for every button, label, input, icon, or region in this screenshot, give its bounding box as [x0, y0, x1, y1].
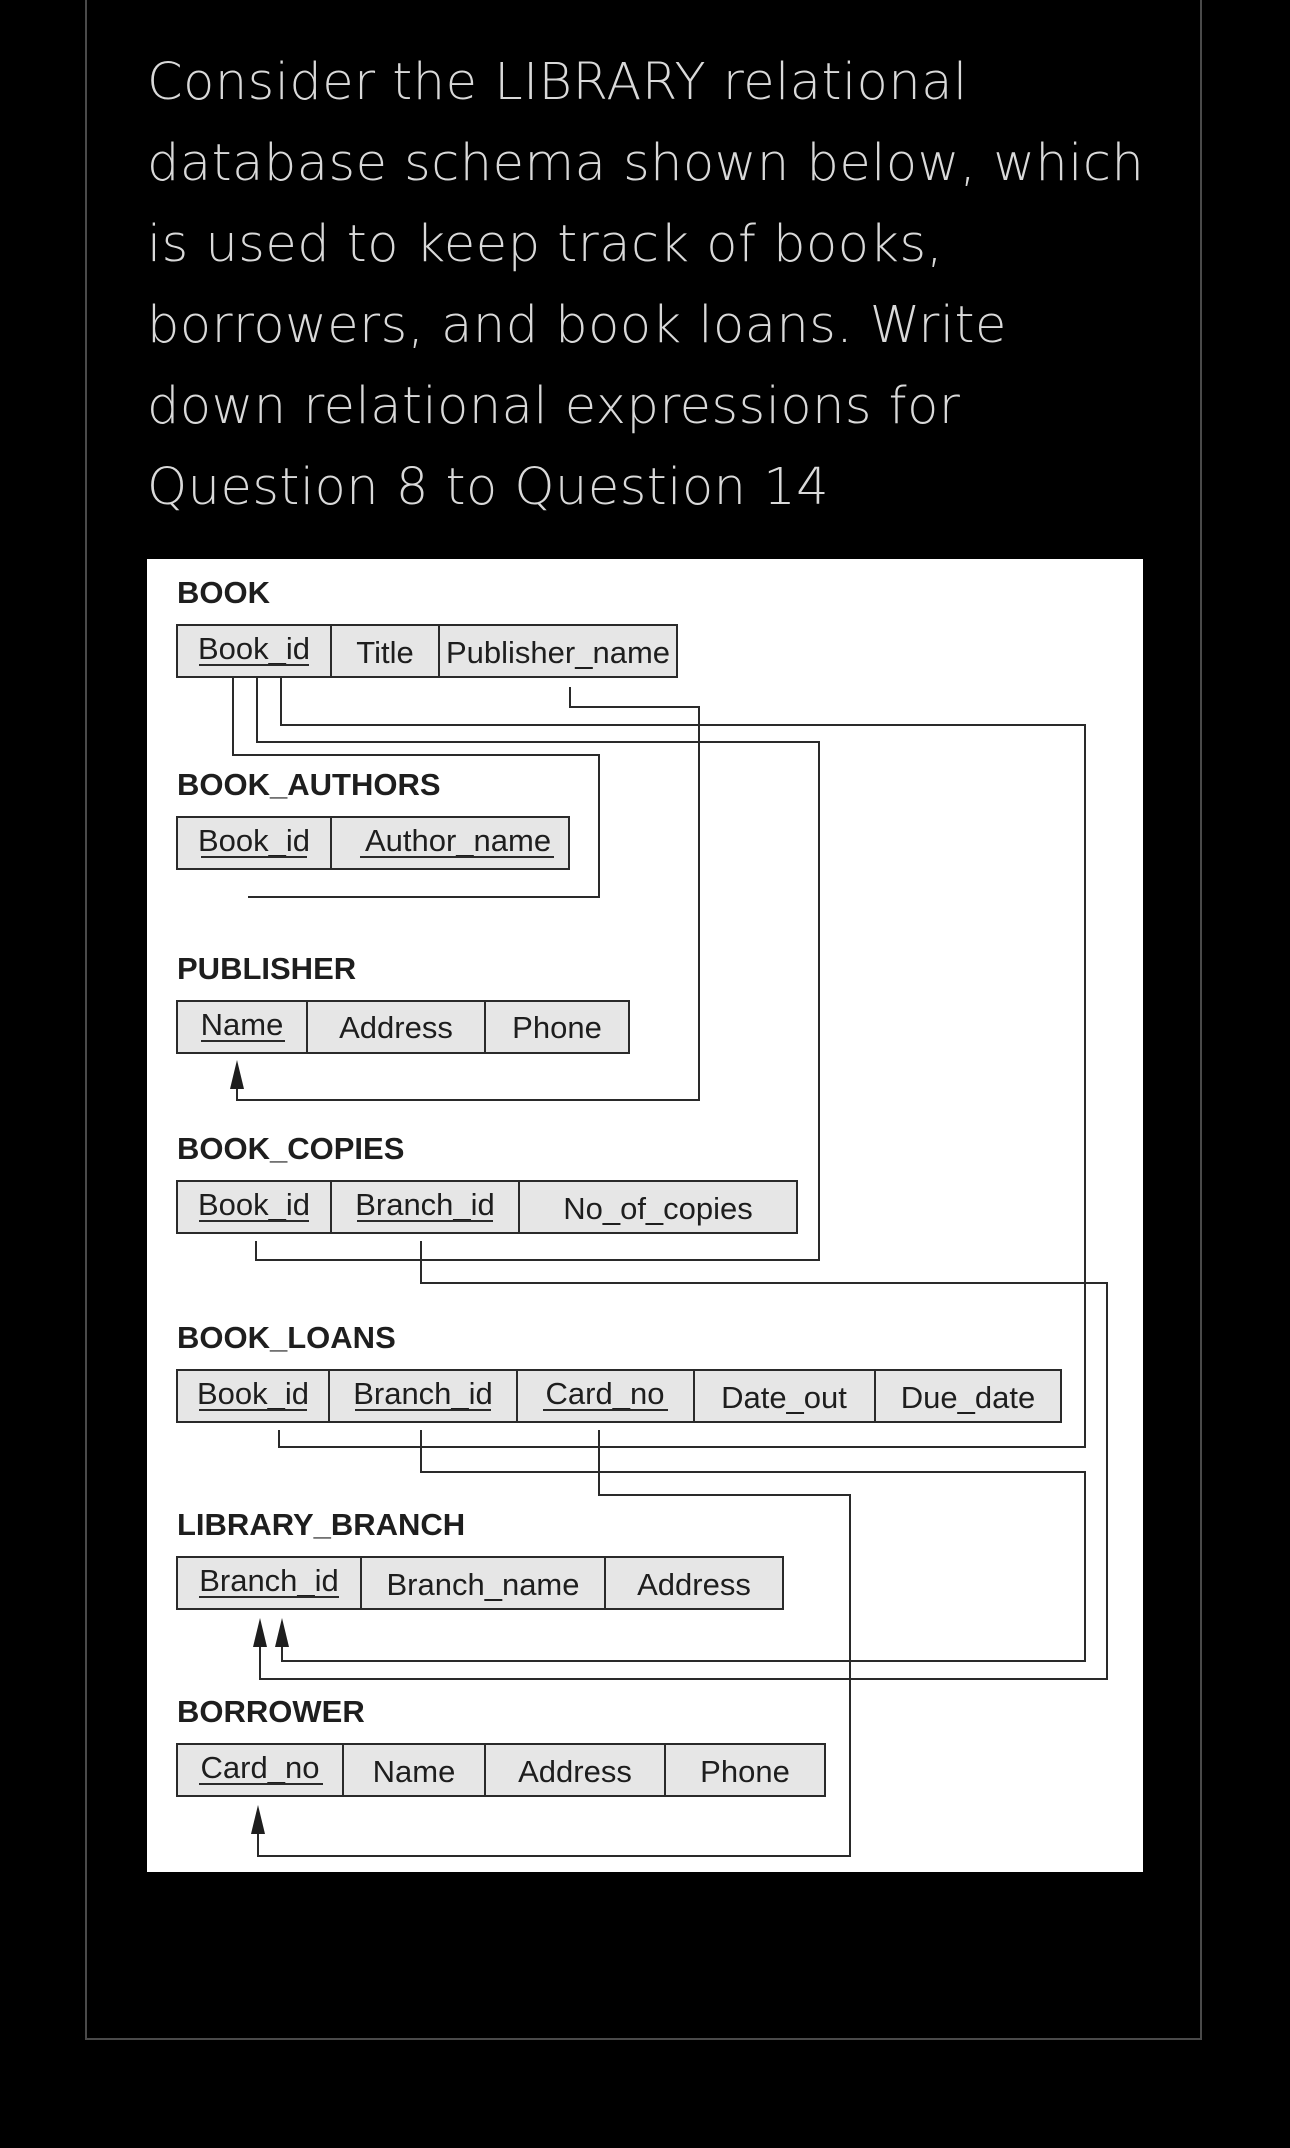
question-prompt: Consider the LIBRARY relational database schema shown below, which is used to keep track of books, borrowers, and book loans. Write down relational expressions for Question 8 to Question 14 — [147, 53, 1145, 517]
attribute-name: Address — [637, 1567, 751, 1602]
relation-name: BORROWER — [177, 1694, 365, 1729]
relation-name: BOOK_AUTHORS — [177, 767, 441, 802]
fk-book-copies-branch — [260, 1241, 1107, 1679]
attribute-name: Address — [339, 1010, 453, 1045]
attribute-name: Phone — [512, 1010, 602, 1045]
attribute-name: Address — [518, 1754, 632, 1789]
attribute-name: Book_id — [197, 1187, 311, 1222]
fk-arrowhead-branch-loans — [275, 1618, 289, 1647]
relation-book — [177, 575, 677, 677]
relation-name: BOOK — [177, 575, 270, 610]
attribute-name: Date_out — [721, 1380, 847, 1415]
attribute-name: Branch_id — [199, 1563, 339, 1598]
fk-book-loans-branch — [282, 1430, 1085, 1661]
attribute-name: Name — [200, 1007, 284, 1042]
attribute-name: Branch_id — [353, 1376, 493, 1411]
attribute-name: Card_no — [200, 1750, 320, 1785]
relation-borrower — [177, 1694, 825, 1796]
attribute-name: Book_id — [197, 823, 311, 858]
relation-name: LIBRARY_BRANCH — [177, 1507, 466, 1542]
attribute-name: Phone — [700, 1754, 790, 1789]
relation-name: BOOK_LOANS — [177, 1320, 396, 1355]
relation-publisher — [177, 951, 629, 1053]
schema-diagram — [147, 559, 1143, 1872]
attribute-name: Name — [372, 1754, 456, 1789]
relation-book-authors — [177, 767, 569, 869]
attribute-name: Card_no — [545, 1376, 665, 1411]
fk-arrowhead-branch-copies — [253, 1618, 267, 1647]
fk-arrowhead-publisher — [230, 1060, 244, 1089]
attribute-name: Book_id — [196, 1376, 310, 1411]
relation-name: PUBLISHER — [177, 951, 357, 986]
attribute-name: No_of_copies — [563, 1191, 753, 1226]
attribute-name: Due_date — [900, 1380, 1036, 1415]
attribute-name: Branch_id — [355, 1187, 495, 1222]
fk-arrowhead-borrower — [251, 1805, 265, 1834]
attribute-name: Branch_name — [386, 1567, 580, 1602]
attribute-name: Title — [356, 635, 414, 670]
relation-book-loans — [177, 1320, 1061, 1422]
attribute-name: Publisher_name — [445, 635, 671, 670]
attribute-name: Book_id — [197, 631, 311, 666]
attribute-name: Author_name — [364, 823, 552, 858]
relation-book-copies — [177, 1131, 797, 1233]
relation-library-branch — [177, 1507, 783, 1609]
relation-name: BOOK_COPIES — [177, 1131, 405, 1166]
